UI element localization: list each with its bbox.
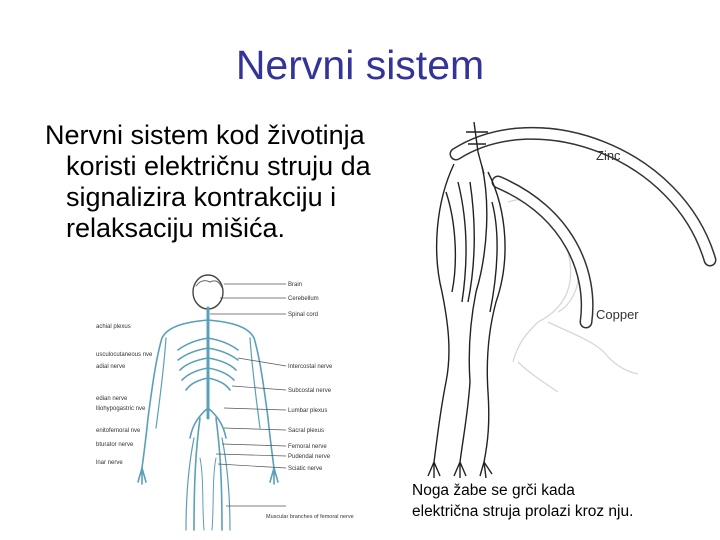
slide-title: Nervni sistem xyxy=(235,42,485,88)
nerve-label-brachial: achial plexus xyxy=(96,324,131,330)
caption-line-2: električna struja prolazi kroz nju. xyxy=(412,503,634,520)
nerve-label-genitofemoral: enitofemoral nve xyxy=(96,428,141,434)
nervous-system-illustration xyxy=(96,268,354,530)
nerve-label-ulnar: lnar nerve xyxy=(96,460,123,466)
nerve-label-sciatic: Sciatic nerve xyxy=(288,466,323,472)
nerve-label-obturator: bturator nerve xyxy=(96,442,134,448)
body-line-2: koristi električnu struju da xyxy=(66,151,371,181)
nerve-label-spinal-cord: Spinal cord xyxy=(288,312,319,318)
nerve-label-sacral: Sacral plexus xyxy=(288,428,325,434)
slide-body-text xyxy=(45,120,445,244)
nerve-label-radial: adial nerve xyxy=(96,364,126,370)
zinc-label: Zinc xyxy=(596,148,621,163)
nerve-label-lumbar: Lumbar plexus xyxy=(288,408,328,414)
nerve-label-muscular-branches: Muscular branches of femoral nerve xyxy=(266,514,354,520)
nerve-label-musculocutaneous: usculocutaneous nve xyxy=(96,352,153,358)
caption-line-1: Noga žabe se grči kada xyxy=(412,482,575,499)
nerve-label-brain: Brain xyxy=(288,282,303,288)
body-line-3: signalizira kontrakciju i xyxy=(66,182,337,212)
figure-caption xyxy=(412,480,633,522)
nerve-label-pudendal: Pudendal nerve xyxy=(288,454,331,460)
frog-leg-illustration xyxy=(418,112,718,480)
copper-label: Copper xyxy=(596,307,639,322)
nerve-label-median: edian nerve xyxy=(96,396,128,402)
nerve-label-iliohypogastric: lliohypogastric nve xyxy=(96,406,146,412)
body-line-4: relaksaciju mišića. xyxy=(66,213,286,243)
body-line-1: Nervni sistem kod životinja xyxy=(45,120,365,150)
nerve-label-cerebellum: Cerebellum xyxy=(288,296,319,302)
nerve-label-subcostal: Subcostal nerve xyxy=(288,388,332,394)
nerve-label-intercostal: Intercostal nerve xyxy=(288,364,333,370)
nerve-label-femoral: Femoral nerve xyxy=(288,444,327,450)
